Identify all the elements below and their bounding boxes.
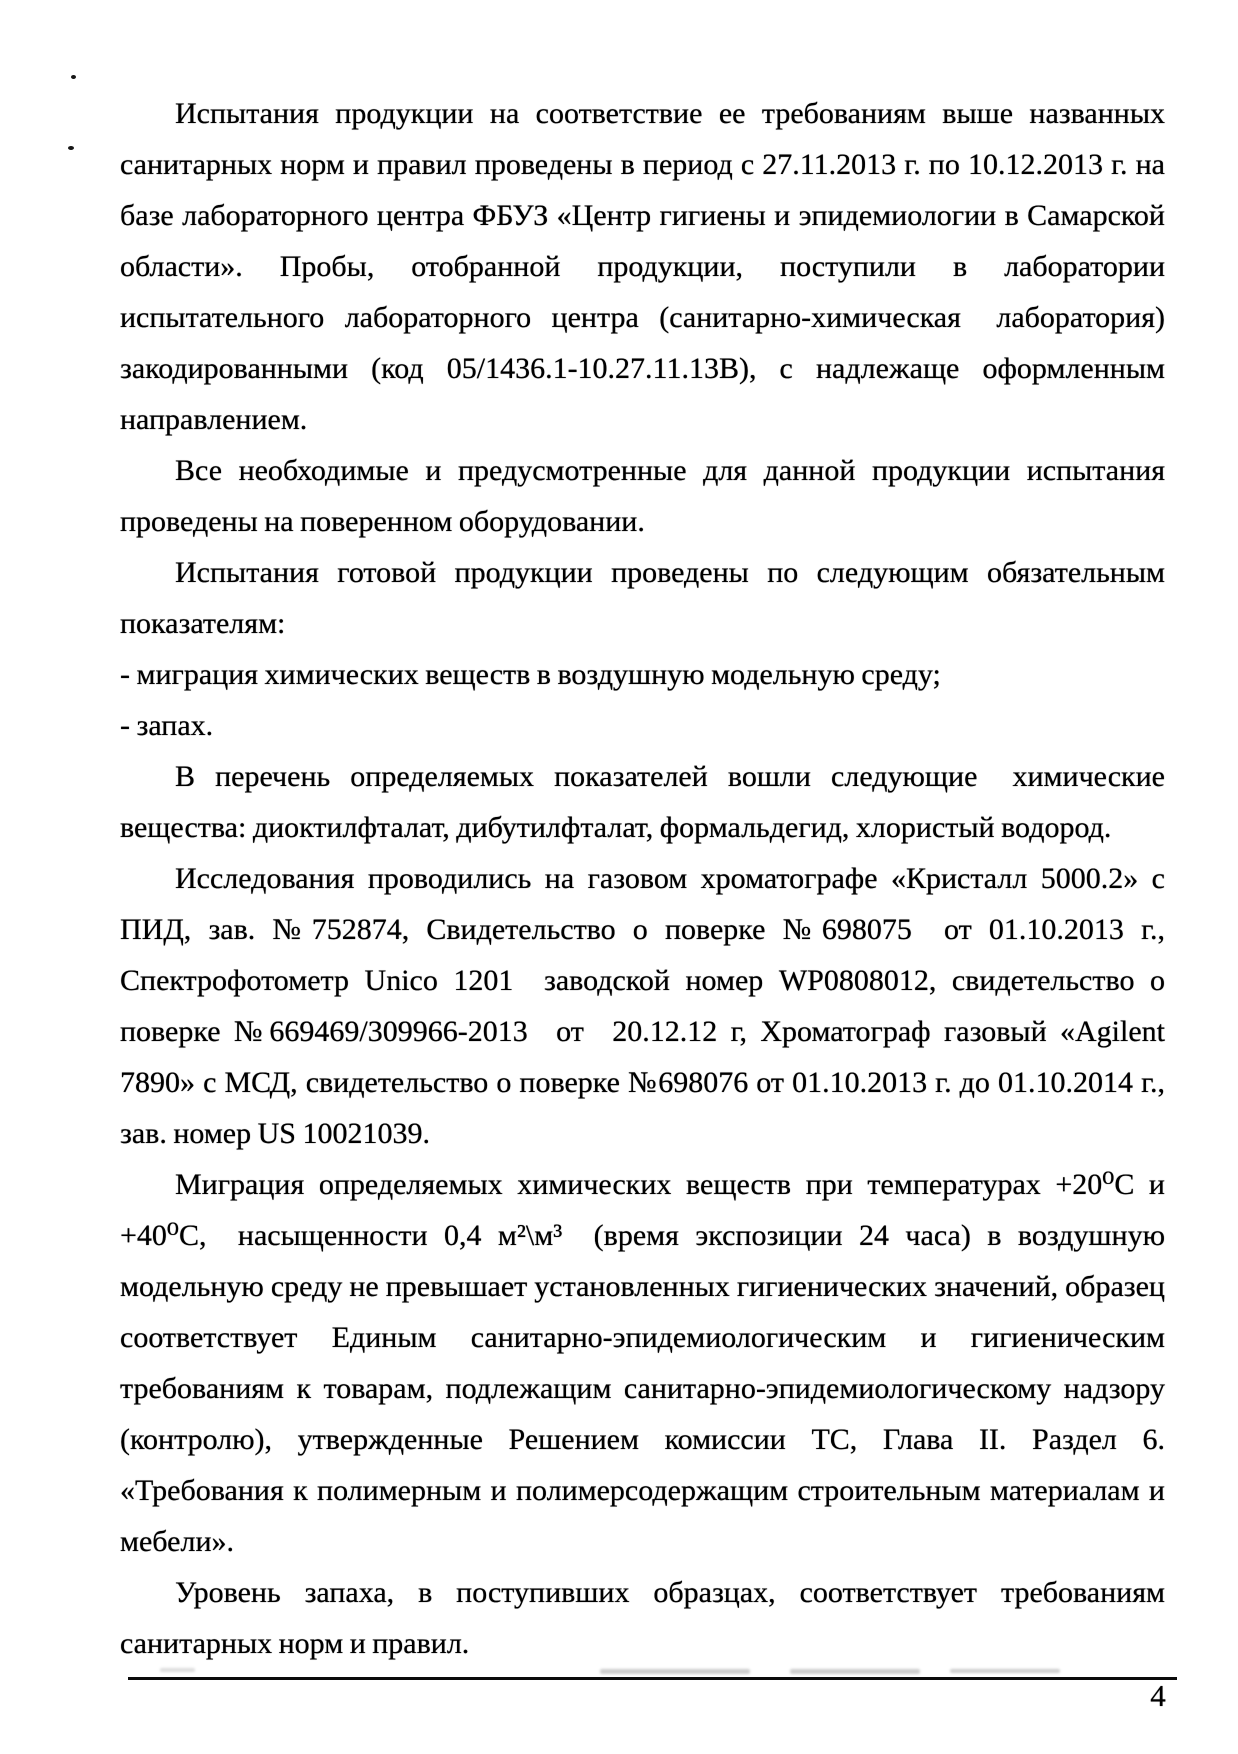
text-line: Все необходимые и предусмотренные для данной продукции испытания	[175, 454, 1165, 487]
text-line: Миграция определяемых химических веществ при температурах +20⁰С и	[175, 1168, 1165, 1201]
text-line: зав. номер US 10021039.	[120, 1117, 430, 1150]
text-line: проведены на поверенном оборудовании.	[120, 505, 645, 538]
text-line: направлением.	[120, 403, 308, 436]
text-line: испытательного лабораторного центра (санитарно-химическая лаборатория)	[120, 301, 1165, 334]
text-line: базе лабораторного центра ФБУЗ «Центр гигиены и эпидемиологии в Самарской	[120, 199, 1165, 232]
text-line: требованиям к товарам, подлежащим санитарно-эпидемиологическому надзору	[120, 1372, 1165, 1405]
text-line: 7890» с МСД, свидетельство о поверке №698076 от 01.10.2013 г. до 01.10.2014 г.,	[120, 1066, 1165, 1099]
text-line: Испытания продукции на соответствие ее требованиям выше названных	[175, 97, 1165, 130]
text-line: мебели».	[120, 1525, 235, 1558]
scan-smudge	[950, 1669, 1060, 1673]
scan-speck	[71, 75, 76, 79]
text-line: санитарных норм и правил проведены в период с 27.11.2013 г. по 10.12.2013 г. на	[120, 148, 1165, 181]
scan-speck	[68, 146, 74, 150]
text-line: В перечень определяемых показателей вошли следующие химические	[175, 760, 1165, 793]
text-line: закодированными (код 05/1436.1-10.27.11.13В), с надлежаще оформленным	[120, 352, 1165, 385]
text-line: Испытания готовой продукции проведены по следующим обязательным	[175, 556, 1165, 589]
scan-smudge	[790, 1669, 920, 1674]
page-number: 4	[1150, 1678, 1166, 1713]
text-line-list-item: - запах.	[120, 709, 214, 742]
text-line: Спектрофотометр Unico 1201 заводской номер WP0808012, свидетельство о	[120, 964, 1165, 997]
text-line: (контролю), утвержденные Решением комиссии ТС, Глава II. Раздел 6.	[120, 1423, 1165, 1456]
text-line: Уровень запаха, в поступивших образцах, соответствует требованиям	[175, 1576, 1165, 1609]
scan-smudge	[600, 1669, 750, 1674]
text-line: ПИД, зав. №752874, Свидетельство о поверке №698075 от 01.10.2013 г.,	[120, 913, 1165, 946]
text-line-list-item: - миграция химических веществ в воздушную модельную среду;	[120, 658, 941, 691]
text-line: соответствует Единым санитарно-эпидемиологическим и гигиеническим	[120, 1321, 1165, 1354]
text-line: вещества: диоктилфталат, дибутилфталат, формальдегид, хлористый водород.	[120, 811, 1112, 844]
text-line: санитарных норм и правил.	[120, 1627, 470, 1660]
text-line: +40⁰С, насыщенности 0,4 м²\м³ (время экспозиции 24 часа) в воздушную	[120, 1219, 1165, 1252]
text-line: модельную среду не превышает установленных гигиенических значений, образец	[120, 1270, 1165, 1303]
footer-rule	[128, 1677, 1177, 1680]
text-line: поверке №669469/309966-2013 от 20.12.12 г, Хроматограф газовый «Agilent	[120, 1015, 1165, 1048]
text-line: области». Пробы, отобранной продукции, поступили в лаборатории	[120, 250, 1165, 283]
text-line: Исследования проводились на газовом хроматографе «Кристалл 5000.2» с	[175, 862, 1165, 895]
text-line: показателям:	[120, 607, 286, 640]
scan-smudge	[160, 1668, 195, 1672]
document-body	[120, 88, 1165, 1669]
text-line: «Требования к полимерным и полимерсодержащим строительным материалам и	[120, 1474, 1165, 1507]
